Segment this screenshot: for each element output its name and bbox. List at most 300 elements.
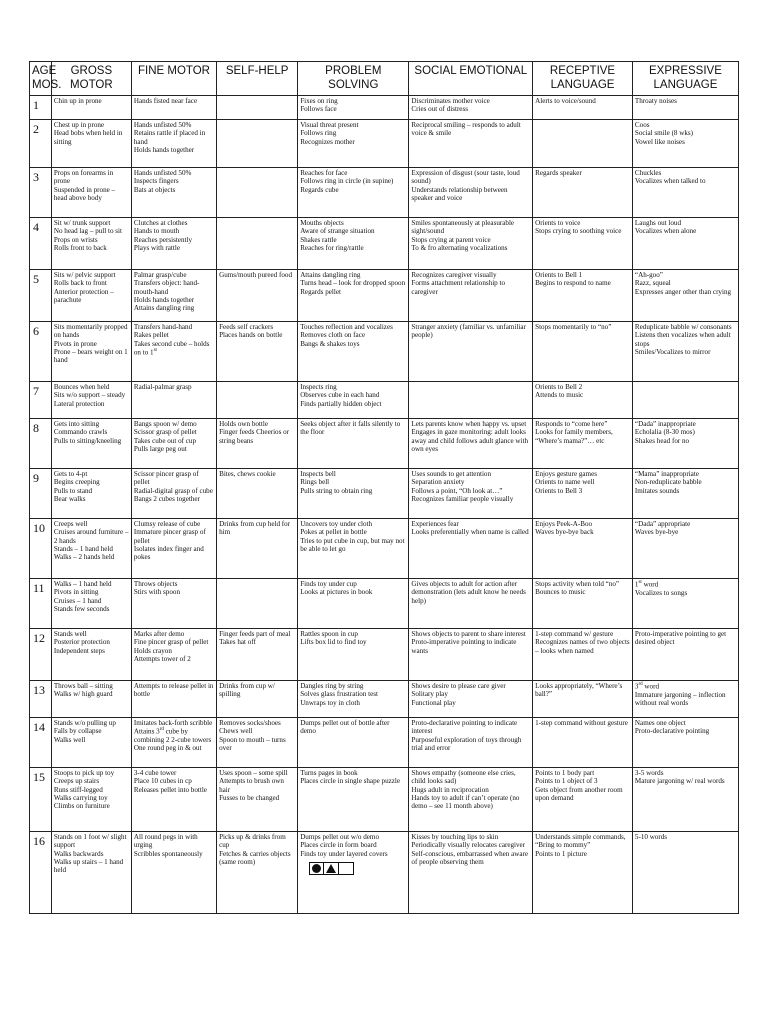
- cell-social: [409, 382, 533, 419]
- cell-expressive: [632, 832, 738, 914]
- cell-line: Gets object from another room upon demand: [535, 785, 623, 802]
- cell-line: Points to 1 object of 3: [535, 777, 598, 786]
- age-cell: 15: [30, 768, 52, 832]
- cell-line: Immature pincer grasp of pellet: [133, 528, 206, 545]
- cell-line: Turns head – look for dropped spoon: [300, 279, 406, 288]
- cell-gross: [51, 579, 131, 629]
- cell-line: Sit w/ trunk support: [53, 219, 111, 228]
- cell-receptive: [533, 718, 633, 768]
- header-text: AGE: [32, 65, 57, 77]
- cell-line: Isolates index finger and pokes: [133, 544, 204, 562]
- cell-line: Holds crayon: [133, 646, 172, 655]
- cell-line: Holds own bottle: [219, 420, 268, 429]
- cell-gross: [51, 419, 131, 469]
- table-row: [30, 120, 739, 168]
- cell-line: Shows empathy (someone else cries, child looks sad): [411, 769, 516, 786]
- table-row: [30, 218, 739, 270]
- cell-line: Runs stiff-legged: [53, 785, 103, 794]
- cell-fine: [131, 768, 216, 832]
- cell-line: Stops crying to soothing voice: [535, 227, 622, 236]
- cell-gross: [51, 96, 131, 120]
- cell-problem: [298, 96, 409, 120]
- cell-line: Points to 1 body part: [535, 769, 595, 778]
- cell-expressive: [632, 768, 738, 832]
- cell-problem: [298, 579, 409, 629]
- header-text: PROBLEM SOLVING: [325, 65, 382, 92]
- cell-line: Places circle in form board: [300, 841, 377, 850]
- cell-receptive: [533, 322, 633, 382]
- cell-expressive: [632, 419, 738, 469]
- cell-line: Inspects fingers: [133, 177, 179, 186]
- cell-line: Rings bell: [300, 478, 330, 487]
- cell-line: Vowel like noises: [634, 137, 685, 146]
- table-row: [30, 718, 739, 768]
- cell-line: Shakes head for no: [634, 436, 690, 445]
- cell-line: Bats at objects: [133, 185, 176, 194]
- cell-line: 1-step command without gesture: [535, 719, 628, 728]
- cell-line: 1st word: [634, 580, 659, 589]
- cell-line: Solitary play: [411, 690, 448, 699]
- cell-line: Chews well: [219, 727, 253, 736]
- cell-line: Expression of disgust (sour taste, loud sound): [411, 169, 520, 186]
- age-cell: 14: [30, 718, 52, 768]
- age-cell: 10: [30, 519, 52, 579]
- cell-social: [409, 168, 533, 218]
- age-cell: 5: [30, 270, 52, 322]
- cell-line: Bites, chews cookie: [219, 470, 276, 479]
- cell-line: Stops momentarily to “no”: [535, 323, 612, 332]
- cell-line: Stirs with spoon: [133, 588, 180, 597]
- cell-line: Pokes at pellet in bottle: [300, 528, 367, 537]
- cell-line: Fine pincer grasp of pellet: [133, 638, 209, 647]
- table-row: [30, 768, 739, 832]
- cell-line: Removes cloth on face: [300, 331, 365, 340]
- cell-line: To & fro alternating vocalizations: [411, 243, 508, 252]
- header-problem-solving: [298, 62, 409, 96]
- cell-social: [409, 270, 533, 322]
- cell-line: Self-conscious, embarrassed when aware of people observing them: [411, 849, 529, 866]
- cell-line: Enjoys gesture games: [535, 470, 597, 479]
- cell-expressive: [632, 96, 738, 120]
- cell-expressive: [632, 322, 738, 382]
- cell-receptive: [533, 419, 633, 469]
- cell-line: Walks up stairs – 1 hand held: [53, 857, 124, 875]
- cell-fine: [131, 832, 216, 914]
- cell-line: Recognizes caregiver visually: [411, 271, 497, 280]
- cell-self: [217, 469, 298, 519]
- cell-gross: [51, 382, 131, 419]
- cell-line: Looks preferentially when name is called: [411, 528, 529, 537]
- cell-gross: [51, 168, 131, 218]
- form-board-shapes: [309, 862, 406, 875]
- cell-line: Periodically visually relocates caregiver: [411, 841, 526, 850]
- cell-fine: [131, 96, 216, 120]
- cell-fine: [131, 382, 216, 419]
- cell-line: Scribbles spontaneously: [133, 849, 203, 858]
- cell-social: [409, 322, 533, 382]
- cell-line: Hands to mouth: [133, 227, 180, 236]
- cell-problem: [298, 681, 409, 718]
- cell-line: Recognizes names of two objects – looks when named: [535, 638, 630, 655]
- cell-line: Shows desire to please care giver: [411, 682, 506, 691]
- cell-line: Proto-declarative pointing: [634, 727, 710, 736]
- header-text: SELF-HELP: [225, 65, 289, 77]
- cell-fine: [131, 270, 216, 322]
- cell-problem: [298, 768, 409, 832]
- cell-line: Spoon to mouth – turns over: [219, 735, 286, 752]
- cell-social: [409, 519, 533, 579]
- cell-line: Walks carrying toy: [53, 793, 108, 802]
- cell-line: Rakes pellet: [133, 331, 169, 340]
- filled-circle-icon: [309, 862, 324, 875]
- cell-line: Regards speaker: [535, 169, 582, 178]
- table-row: [30, 681, 739, 718]
- cell-line: Lets parents know when happy vs. upset: [411, 420, 527, 429]
- cell-line: Throws ball – sitting: [53, 682, 113, 691]
- cell-line: Follows a point, “Oh look at…”: [411, 486, 503, 495]
- cell-line: 3rd word: [634, 682, 659, 691]
- cell-line: Posterior protection: [53, 638, 110, 647]
- cell-gross: [51, 120, 131, 168]
- age-cell: 3: [30, 168, 52, 218]
- cell-line: Releases pellet into bottle: [133, 785, 207, 794]
- header-gross-motor: [51, 62, 131, 96]
- cell-line: Stops crying at parent voice: [411, 235, 491, 244]
- cell-social: [409, 579, 533, 629]
- cell-line: Props on wrists: [53, 235, 98, 244]
- cell-line: Radial-digital grasp of cube: [133, 486, 213, 495]
- cell-line: Discriminates mother voice: [411, 97, 490, 106]
- cell-line: Seeks object after it falls silently to the floor: [300, 420, 401, 437]
- cell-problem: [298, 419, 409, 469]
- cell-line: Looks appropriately, “Where’s ball?”: [535, 682, 623, 699]
- cell-line: Waves bye-bye: [634, 528, 679, 537]
- cell-line: Tries to put cube in cup, but may not be able to let go: [300, 536, 405, 553]
- cell-problem: [298, 168, 409, 218]
- cell-line: Looks at pictures in book: [300, 588, 373, 597]
- cell-line: Gums/mouth pureed food: [219, 271, 293, 280]
- table-row: [30, 579, 739, 629]
- cell-social: [409, 681, 533, 718]
- cell-receptive: [533, 270, 633, 322]
- cell-expressive: [632, 270, 738, 322]
- cell-line: Touches reflection and vocalizes: [300, 323, 393, 332]
- cell-gross: [51, 768, 131, 832]
- cell-line: Attains dangling ring: [300, 271, 361, 280]
- cell-line: Cruises – 1 hand: [53, 596, 102, 605]
- cell-line: “Dada” appropriate: [634, 520, 691, 529]
- age-cell: 11: [30, 579, 52, 629]
- cell-line: Takes cube out of cup: [133, 436, 197, 445]
- triangle-icon: [324, 862, 339, 875]
- cell-line: Gives objects to adult for action after demonstration (lets adult know he needs help): [411, 580, 526, 605]
- cell-line: Laughs out loud: [634, 219, 682, 228]
- cell-line: Hugs adult in reciprocation: [411, 785, 489, 794]
- cell-line: Follows face: [300, 105, 337, 114]
- cell-line: Props on forearms in prone: [53, 169, 114, 186]
- cell-gross: [51, 218, 131, 270]
- cell-line: Marks after demo: [133, 630, 185, 639]
- cell-expressive: [632, 168, 738, 218]
- cell-fine: [131, 168, 216, 218]
- cell-line: Reaches for face: [300, 169, 348, 178]
- cell-line: Attempts tower of 2: [133, 654, 191, 663]
- cell-line: Stranger anxiety (familiar vs. unfamiliar people): [411, 323, 526, 340]
- cell-line: Attempts to release pellet in bottle: [133, 682, 214, 699]
- cell-line: Dumps pellet out of bottle after demo: [300, 719, 390, 736]
- cell-line: “Ah-goo”: [634, 271, 663, 280]
- cell-line: Attempts to brush own hair: [219, 777, 284, 794]
- cell-fine: [131, 120, 216, 168]
- cell-expressive: [632, 579, 738, 629]
- cell-self: [217, 629, 298, 681]
- cell-line: Proto-imperative pointing to get desired object: [634, 630, 727, 647]
- cell-line: Removes socks/shoes: [219, 719, 281, 728]
- cell-line: Commando crawls: [53, 428, 108, 437]
- age-cell: 16: [30, 832, 52, 914]
- cell-line: Waves bye-bye back: [535, 528, 594, 537]
- cell-line: Stands – 1 hand held: [53, 544, 113, 553]
- cell-line: Expresses anger other than crying: [634, 287, 732, 296]
- cell-expressive: [632, 519, 738, 579]
- cell-line: Walks – 1 hand held: [53, 580, 112, 589]
- cell-line: Climbs on furniture: [53, 802, 110, 811]
- header-fine-motor: [131, 62, 216, 96]
- cell-problem: [298, 469, 409, 519]
- cell-social: [409, 718, 533, 768]
- cell-line: Observes cube in each hand: [300, 391, 380, 400]
- cell-receptive: [533, 168, 633, 218]
- cell-fine: [131, 579, 216, 629]
- header-text: MOTOR: [70, 79, 113, 92]
- cell-line: Points to 1 picture: [535, 849, 587, 858]
- cell-line: Vocalizes when alone: [634, 227, 697, 236]
- cell-receptive: [533, 120, 633, 168]
- cell-line: Solves glass frustration test: [300, 690, 379, 699]
- cell-line: Proto-imperative pointing to indicate wants: [411, 638, 517, 655]
- cell-line: Chest up in prone: [53, 121, 105, 130]
- cell-problem: [298, 718, 409, 768]
- cell-receptive: [533, 96, 633, 120]
- cell-gross: [51, 519, 131, 579]
- cell-line: Stands on 1 foot w/ slight support: [53, 833, 127, 850]
- cell-line: Dangles ring by string: [300, 682, 364, 691]
- cell-line: Creeps up stairs: [53, 777, 100, 786]
- cell-problem: [298, 629, 409, 681]
- cell-gross: [51, 469, 131, 519]
- table-body: [30, 96, 739, 914]
- cell-line: No head lag – pull to sit: [53, 227, 122, 236]
- header-text: LANGUAGE: [653, 79, 718, 92]
- cell-line: Takes second cube – holds on to 1st: [133, 339, 210, 357]
- cell-self: [217, 832, 298, 914]
- table-row: [30, 96, 739, 120]
- cell-line: Clutches at clothes: [133, 219, 188, 228]
- cell-line: Creeps well: [53, 520, 88, 529]
- header-self-help: [217, 62, 298, 96]
- cell-line: 1-step command w/ gesture: [535, 630, 614, 639]
- cell-line: Separation anxiety: [411, 478, 465, 487]
- cell-line: Lateral protection: [53, 399, 105, 408]
- cell-receptive: [533, 469, 633, 519]
- cell-line: “Mama” inappropriate: [634, 470, 699, 479]
- cell-line: Regards cube: [300, 185, 339, 194]
- cell-fine: [131, 322, 216, 382]
- cell-expressive: [632, 629, 738, 681]
- cell-problem: [298, 120, 409, 168]
- cell-line: Imitates back-forth scribble: [133, 719, 213, 728]
- cell-line: Bounces to music: [535, 588, 586, 597]
- table-row: [30, 519, 739, 579]
- cell-social: [409, 469, 533, 519]
- cell-line: Gets to 4-pt: [53, 470, 88, 479]
- cell-line: Rolls back to front: [53, 279, 107, 288]
- age-cell: 7: [30, 382, 52, 419]
- cell-social: [409, 629, 533, 681]
- cell-gross: [51, 629, 131, 681]
- age-cell: 1: [30, 96, 52, 120]
- age-cell: 4: [30, 218, 52, 270]
- header-social-emotional: [409, 62, 533, 96]
- cell-line: Recognizes familiar people visually: [411, 494, 514, 503]
- cell-social: [409, 832, 533, 914]
- cell-line: Pivots in prone: [53, 339, 97, 348]
- cell-line: Places circle in single shape puzzle: [300, 777, 401, 786]
- developmental-milestones-table: [29, 61, 739, 914]
- cell-line: Scissor pincer grasp of pellet: [133, 470, 199, 487]
- cell-line: Attends to music: [535, 391, 584, 400]
- cell-line: Sits momentarily propped on hands: [53, 323, 128, 340]
- cell-line: Mouths objects: [300, 219, 344, 228]
- cell-line: Orients to Bell 2: [535, 383, 583, 392]
- cell-line: 3-4 cube tower: [133, 769, 177, 778]
- cell-line: Head bobs when held in sitting: [53, 129, 123, 146]
- age-cell: 12: [30, 629, 52, 681]
- cell-line: Rattles spoon in cup: [300, 630, 358, 639]
- cell-line: Retains rattle if placed in hand: [133, 129, 206, 146]
- cell-line: Uses spoon – some spill: [219, 769, 288, 778]
- cell-line: Vocalizes when talked to: [634, 177, 706, 186]
- cell-line: Bear walks: [53, 494, 86, 503]
- cell-line: Holds hands together: [133, 295, 195, 304]
- cell-fine: [131, 718, 216, 768]
- cell-line: Understands relationship between speaker and voice: [411, 185, 508, 202]
- cell-line: Bangs spoon w/ demo: [133, 420, 197, 429]
- cell-line: Shows objects to parent to share interest: [411, 630, 526, 639]
- cell-receptive: [533, 832, 633, 914]
- cell-line: Lifts box lid to find toy: [300, 638, 367, 647]
- cell-receptive: [533, 768, 633, 832]
- cell-line: Looks for family members, “Where’s mama?”… etc: [535, 428, 613, 445]
- cell-gross: [51, 270, 131, 322]
- cell-line: Pulls to stand: [53, 486, 93, 495]
- cell-line: Experiences fear: [411, 520, 459, 529]
- cell-line: Hands fisted near face: [133, 97, 198, 106]
- cell-self: [217, 96, 298, 120]
- cell-line: Picks up & drinks from cup: [219, 833, 286, 850]
- cell-line: Place 10 cubes in cp: [133, 777, 192, 786]
- cell-line: Suspended in prone – head above body: [53, 185, 116, 202]
- cell-line: Finds toy under layered covers: [300, 849, 388, 858]
- cell-line: Rolls front to back: [53, 243, 107, 252]
- cell-line: Gets into sitting: [53, 420, 100, 429]
- cell-line: Orients to voice: [535, 219, 581, 228]
- cell-line: Sits w/o support – steady: [53, 391, 126, 400]
- table-row: [30, 419, 739, 469]
- table-row: [30, 270, 739, 322]
- cell-line: Prone – bears weight on 1 hand: [53, 347, 128, 365]
- header-expressive-language: [632, 62, 738, 96]
- cell-problem: [298, 519, 409, 579]
- cell-line: Feeds self crackers: [219, 323, 274, 332]
- table-row: [30, 629, 739, 681]
- cell-line: Pulls string to obtain ring: [300, 486, 373, 495]
- cell-line: Throws objects: [133, 580, 178, 589]
- cell-line: Transfers hand-hand: [133, 323, 193, 332]
- cell-line: Reaches for ring/rattle: [300, 243, 364, 252]
- cell-expressive: [632, 718, 738, 768]
- table-row: [30, 832, 739, 914]
- square-icon: [339, 862, 354, 875]
- cell-line: Bangs 2 cubes together: [133, 494, 200, 503]
- cell-line: Falls by collapse: [53, 727, 102, 736]
- cell-line: Vocalizes to songs: [634, 588, 688, 597]
- cell-problem: [298, 322, 409, 382]
- cell-line: Cruises around furniture – 2 hands: [53, 528, 129, 545]
- cell-line: Walks – 2 hands held: [53, 553, 115, 562]
- cell-line: Mature jargoning w/ real words: [634, 777, 725, 786]
- cell-self: [217, 681, 298, 718]
- cell-gross: [51, 681, 131, 718]
- cell-gross: [51, 322, 131, 382]
- cell-line: Begins creeping: [53, 478, 100, 487]
- cell-line: Throaty noises: [634, 97, 677, 106]
- cell-line: Reaches persistently: [133, 235, 192, 244]
- cell-line: Bounces when held: [53, 383, 110, 392]
- cell-line: Hands toy to adult if can’t operate (no demo – see 11 month above): [411, 793, 520, 811]
- cell-line: Pivots in sitting: [53, 588, 99, 597]
- cell-line: Anterior protection – parachute: [53, 287, 114, 304]
- cell-self: [217, 519, 298, 579]
- cell-line: Places hands on bottle: [219, 331, 283, 340]
- cell-line: Drinks from cup held for him: [219, 520, 291, 537]
- cell-social: [409, 768, 533, 832]
- cell-line: Sits w/ pelvic support: [53, 271, 116, 280]
- cell-line: 3-5 words: [634, 769, 664, 778]
- cell-line: Kisses by touching lips to skin: [411, 833, 499, 842]
- cell-line: Stoops to pick up toy: [53, 769, 115, 778]
- cell-line: Takes hat off: [219, 638, 256, 647]
- cell-self: [217, 218, 298, 270]
- cell-line: Unwraps toy in cloth: [300, 698, 360, 707]
- cell-line: Walks w/ high guard: [53, 690, 113, 699]
- header-text: FINE MOTOR: [138, 65, 210, 77]
- header-text: LANGUAGE: [550, 79, 615, 92]
- cell-line: Responds to “come here”: [535, 420, 608, 429]
- cell-line: Uncovers toy under cloth: [300, 520, 373, 529]
- cell-line: Understands simple commands, “Bring to mommy”: [535, 833, 626, 850]
- header-text: MOS.: [32, 79, 62, 92]
- cell-line: Imitates sounds: [634, 486, 680, 495]
- cell-expressive: [632, 681, 738, 718]
- cell-receptive: [533, 382, 633, 419]
- cell-line: Echolalia (8-30 mos): [634, 428, 695, 437]
- age-cell: 8: [30, 419, 52, 469]
- cell-social: [409, 218, 533, 270]
- cell-line: Scissor grasp of pellet: [133, 428, 197, 437]
- cell-line: Bangs & shakes toys: [300, 339, 360, 348]
- cell-self: [217, 168, 298, 218]
